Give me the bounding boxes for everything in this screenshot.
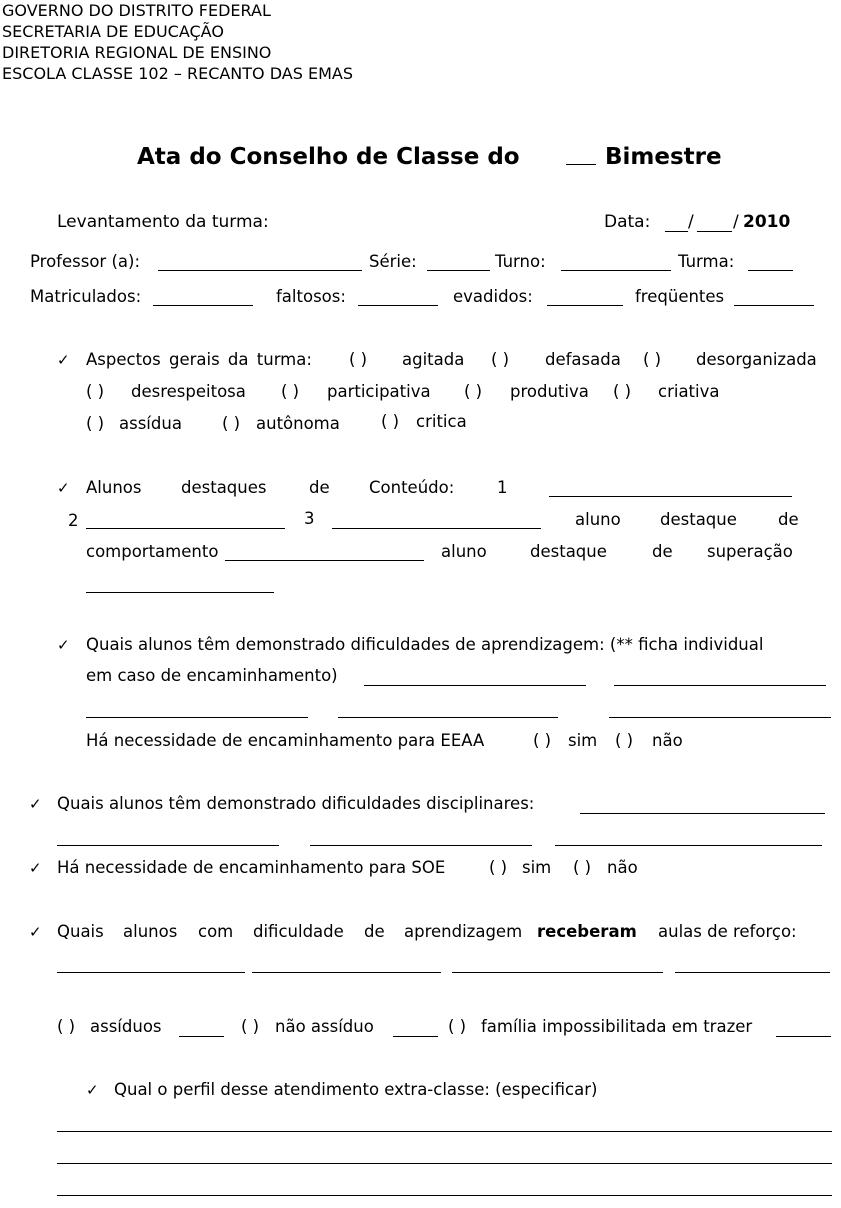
turma-blank bbox=[748, 270, 793, 271]
checkbox-paren: ( ) bbox=[241, 1017, 260, 1036]
answer-blank bbox=[310, 845, 532, 846]
reforco-word: de bbox=[364, 922, 385, 941]
destaques-word: destaque bbox=[660, 510, 737, 529]
familia-blank bbox=[776, 1036, 831, 1037]
option-autonoma: autônoma bbox=[256, 414, 340, 433]
perfil-answer-line bbox=[57, 1195, 832, 1196]
faltosos-label: faltosos: bbox=[276, 287, 346, 306]
matriculados-blank bbox=[153, 305, 253, 306]
answer-blank bbox=[580, 813, 825, 814]
option-criativa: criativa bbox=[658, 382, 720, 401]
destaque-number-2: 2 bbox=[68, 511, 79, 530]
soe-question: Há necessidade de encaminhamento para SOE bbox=[57, 858, 446, 877]
option-assiduos: assíduos bbox=[90, 1017, 162, 1036]
answer-blank bbox=[86, 717, 308, 718]
destaque-number-1: 1 bbox=[497, 478, 508, 497]
reforco-word: aprendizagem bbox=[404, 922, 523, 941]
destaques-word: destaque bbox=[530, 542, 607, 561]
option-nao: não bbox=[607, 858, 638, 877]
date-year: 2010 bbox=[743, 212, 791, 232]
frequentes-label: freqüentes bbox=[635, 287, 725, 306]
header-line-school: ESCOLA CLASSE 102 – RECANTO DAS EMAS bbox=[2, 64, 353, 83]
date-separator: / bbox=[688, 212, 694, 232]
comportamento-blank bbox=[225, 560, 424, 561]
check-icon: ✓ bbox=[57, 351, 70, 369]
aspectos-label: Aspectos gerais da turma: bbox=[86, 350, 312, 369]
checkbox-paren: ( ) bbox=[349, 350, 368, 369]
answer-blank bbox=[57, 972, 245, 973]
perfil-answer-line bbox=[57, 1131, 832, 1132]
option-sim: sim bbox=[568, 731, 598, 750]
destaques-word: aluno bbox=[441, 542, 487, 561]
data-label: Data: bbox=[604, 212, 651, 232]
option-critica: critica bbox=[416, 412, 467, 431]
option-assidua: assídua bbox=[119, 414, 182, 433]
destaque-2-blank bbox=[86, 528, 285, 529]
option-sim: sim bbox=[522, 858, 552, 877]
destaques-word: de bbox=[309, 478, 330, 497]
check-icon: ✓ bbox=[57, 479, 70, 497]
check-icon: ✓ bbox=[86, 1081, 99, 1099]
aprendizagem-question: Quais alunos têm demonstrado dificuldades de aprendizagem: (** ficha individual bbox=[86, 635, 764, 654]
eeaa-question: Há necessidade de encaminhamento para EEAA bbox=[86, 731, 485, 750]
option-defasada: defasada bbox=[545, 350, 621, 369]
option-participativa: participativa bbox=[327, 382, 431, 401]
reforco-word-bold: receberam bbox=[537, 922, 637, 941]
answer-blank bbox=[57, 845, 279, 846]
bimestre-blank bbox=[566, 164, 596, 165]
nao-assiduo-blank bbox=[393, 1036, 438, 1037]
checkbox-paren: ( ) bbox=[489, 858, 508, 877]
checkbox-paren: ( ) bbox=[491, 350, 510, 369]
frequentes-blank bbox=[734, 305, 814, 306]
answer-blank bbox=[675, 972, 830, 973]
checkbox-paren: ( ) bbox=[222, 414, 241, 433]
answer-blank bbox=[609, 717, 831, 718]
checkbox-paren: ( ) bbox=[615, 731, 634, 750]
destaque-number-3: 3 bbox=[304, 509, 315, 528]
checkbox-paren: ( ) bbox=[86, 382, 105, 401]
option-agitada: agitada bbox=[402, 350, 465, 369]
option-desrespeitosa: desrespeitosa bbox=[131, 382, 246, 401]
checkbox-paren: ( ) bbox=[448, 1017, 467, 1036]
serie-label: Série: bbox=[369, 252, 417, 271]
date-separator: / bbox=[733, 212, 739, 232]
comportamento-label: comportamento bbox=[86, 542, 219, 561]
destaque-1-blank bbox=[549, 496, 792, 497]
check-icon: ✓ bbox=[29, 923, 42, 941]
checkbox-paren: ( ) bbox=[381, 412, 400, 431]
option-produtiva: produtiva bbox=[510, 382, 589, 401]
check-icon: ✓ bbox=[57, 636, 70, 654]
checkbox-paren: ( ) bbox=[57, 1017, 76, 1036]
destaques-word: aluno bbox=[575, 510, 621, 529]
destaques-word: Conteúdo: bbox=[369, 478, 455, 497]
destaques-word: superação bbox=[707, 542, 793, 561]
reforco-word: aulas de reforço: bbox=[658, 922, 797, 941]
perfil-answer-line bbox=[57, 1163, 832, 1164]
checkbox-paren: ( ) bbox=[643, 350, 662, 369]
evadidos-blank bbox=[547, 305, 623, 306]
reforco-word: alunos bbox=[123, 922, 178, 941]
turma-label: Turma: bbox=[678, 252, 735, 271]
answer-blank bbox=[452, 972, 663, 973]
reforco-word: dificuldade bbox=[253, 922, 344, 941]
title-prefix: Ata do Conselho de Classe do bbox=[137, 144, 520, 170]
option-nao-assiduo: não assíduo bbox=[275, 1017, 374, 1036]
reforco-word: com bbox=[198, 922, 234, 941]
checkbox-paren: ( ) bbox=[573, 858, 592, 877]
option-nao: não bbox=[652, 731, 683, 750]
title-suffix: Bimestre bbox=[605, 144, 722, 170]
perfil-question: Qual o perfil desse atendimento extra-classe: (especificar) bbox=[114, 1080, 598, 1099]
checkbox-paren: ( ) bbox=[281, 382, 300, 401]
answer-blank bbox=[252, 972, 441, 973]
faltosos-blank bbox=[358, 305, 438, 306]
date-month-blank bbox=[697, 231, 732, 232]
checkbox-paren: ( ) bbox=[86, 414, 105, 433]
levantamento-label: Levantamento da turma: bbox=[57, 212, 269, 232]
assiduos-blank bbox=[179, 1036, 224, 1037]
turno-blank bbox=[561, 270, 671, 271]
professor-label: Professor (a): bbox=[30, 252, 140, 271]
destaque-3-blank bbox=[332, 528, 541, 529]
destaques-word: de bbox=[652, 542, 673, 561]
answer-blank bbox=[614, 685, 826, 686]
option-desorganizada: desorganizada bbox=[696, 350, 817, 369]
destaques-word: destaques bbox=[181, 478, 267, 497]
date-day-blank bbox=[665, 231, 688, 232]
header-line-secretary: SECRETARIA DE EDUCAÇÃO bbox=[2, 22, 224, 41]
disciplinares-question: Quais alunos têm demonstrado dificuldades disciplinares: bbox=[57, 794, 535, 813]
option-familia: família impossibilitada em trazer bbox=[481, 1017, 753, 1036]
serie-blank bbox=[427, 270, 490, 271]
matriculados-label: Matriculados: bbox=[30, 287, 142, 306]
reforco-word: Quais bbox=[57, 922, 104, 941]
answer-blank bbox=[364, 685, 586, 686]
superacao-blank bbox=[86, 592, 274, 593]
destaques-word: Alunos bbox=[86, 478, 142, 497]
evadidos-label: evadidos: bbox=[453, 287, 533, 306]
header-line-government: GOVERNO DO DISTRITO FEDERAL bbox=[2, 1, 271, 20]
check-icon: ✓ bbox=[29, 859, 42, 877]
destaques-word: de bbox=[778, 510, 799, 529]
checkbox-paren: ( ) bbox=[533, 731, 552, 750]
answer-blank bbox=[338, 717, 558, 718]
answer-blank bbox=[555, 845, 822, 846]
header-line-directorate: DIRETORIA REGIONAL DE ENSINO bbox=[2, 43, 272, 62]
checkbox-paren: ( ) bbox=[613, 382, 632, 401]
turno-label: Turno: bbox=[495, 252, 546, 271]
aprendizagem-question-cont: em caso de encaminhamento) bbox=[86, 666, 338, 685]
checkbox-paren: ( ) bbox=[464, 382, 483, 401]
professor-blank bbox=[158, 270, 362, 271]
check-icon: ✓ bbox=[29, 795, 42, 813]
